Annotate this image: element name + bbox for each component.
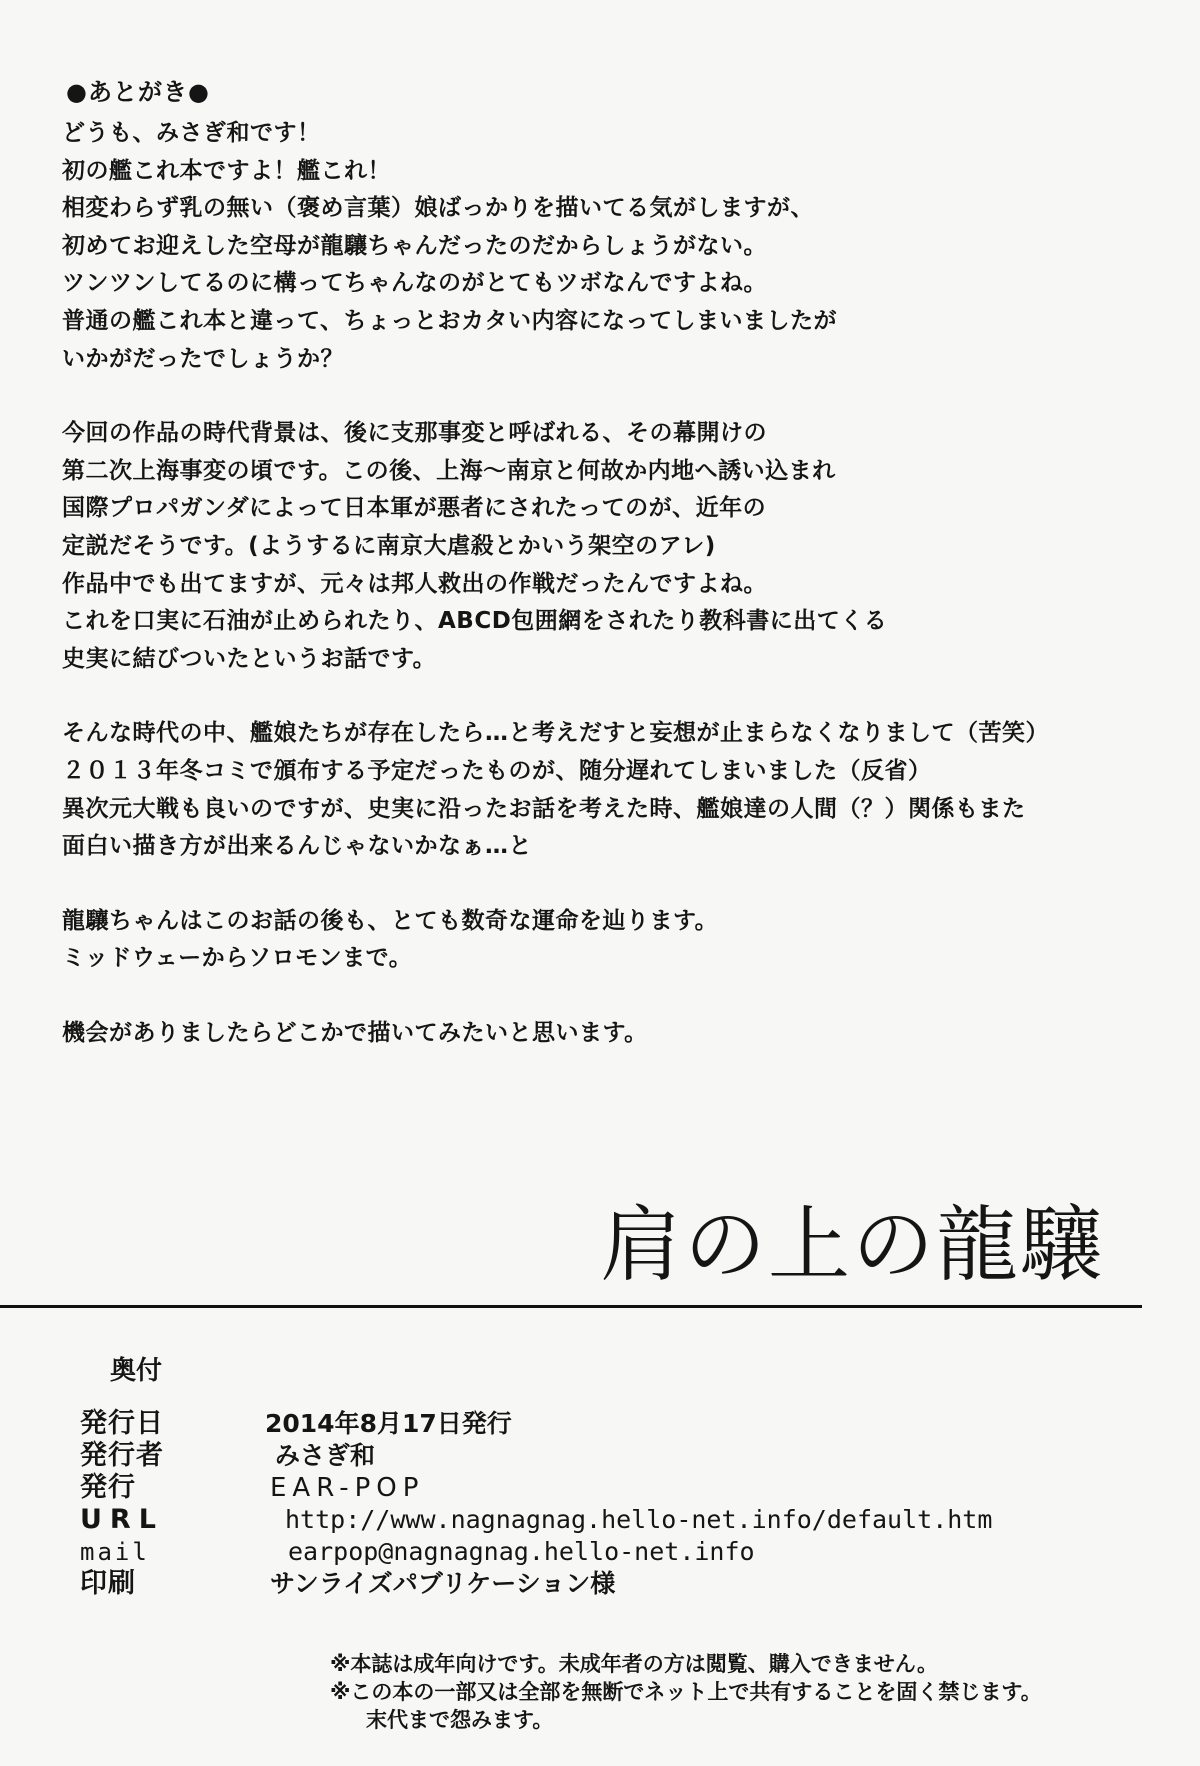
note-line: 末代まで怨みます。 [366, 1708, 554, 1732]
text-line: 今回の作品の時代背景は、後に支那事変と呼ばれる、その幕開けの [62, 420, 767, 447]
colophon-title: 奥付 [110, 1356, 163, 1386]
afterword-paragraph [62, 115, 1102, 378]
colophon-table [80, 1408, 1160, 1600]
colophon-row-circle [80, 1472, 1160, 1504]
text-line: 相変わらず乳の無い（褒め言葉）娘ばっかりを描いてる気がしますが、 [62, 195, 814, 222]
text-line: いかがだったでしょうか？ [62, 345, 344, 372]
text-line: 龍驤ちゃんはこのお話の後も、とても数奇な運命を辿ります。 [62, 907, 719, 934]
mail-value: earpop@nagnagnag.hello-net.info [288, 1537, 755, 1566]
publisher-label: 発行者 [80, 1440, 164, 1471]
text-line: これを口実に石油が止められたり、ABCD包囲網をされたり教科書に出てくる [62, 608, 888, 635]
url-value: http://www.nagnagnag.hello-net.info/default.htm [285, 1505, 993, 1534]
circle-label: 発行 [80, 1472, 136, 1503]
text-line: 初の艦これ本ですよ！艦これ！ [62, 157, 391, 184]
colophon-row-url [80, 1504, 1160, 1536]
text-line: 第二次上海事変の頃です。この後、上海～南京と何故か内地へ誘い込まれ [62, 457, 836, 484]
text-line: 作品中でも出てますが、元々は邦人救出の作戦だったんですよね。 [62, 570, 767, 597]
mail-label: mail [80, 1538, 150, 1566]
afterword-paragraph [62, 715, 1102, 865]
book-title: 肩の上の龍驤 [600, 1198, 1105, 1293]
note-line: ※この本の一部又は全部を無断でネット上で共有することを固く禁じます。 [330, 1680, 1042, 1704]
text-line: ツンツンしてるのに構ってちゃんなのがとてもツボなんですよね。 [62, 270, 767, 297]
text-line: 機会がありましたらどこかで描いてみたいと思います。 [62, 1019, 648, 1046]
text-line: どうも、みさぎ和です！ [62, 120, 321, 146]
divider [0, 1305, 1142, 1308]
afterword-paragraph [62, 415, 1102, 678]
print-label: 印刷 [80, 1568, 136, 1599]
text-line: 普通の艦これ本と違って、ちょっとおカタい内容になってしまいましたが [62, 307, 838, 334]
circle-value: EAR-POP [270, 1473, 425, 1503]
afterword-paragraph [62, 1015, 1102, 1053]
text-line: 初めてお迎えした空母が龍驤ちゃんだったのだからしょうがない。 [62, 232, 767, 259]
publisher-value: みさぎ和 [275, 1441, 376, 1470]
text-line: 史実に結びついたというお話です。 [62, 645, 437, 672]
text-line: ミッドウェーからソロモンまで。 [62, 945, 413, 972]
colophon-row-publisher [80, 1440, 1160, 1472]
text-line: 国際プロパガンダによって日本軍が悪者にされたってのが、近年の [62, 495, 767, 522]
afterword-heading: ●あとがき● [66, 78, 210, 106]
date-label: 発行日 [80, 1408, 164, 1439]
colophon-row-mail [80, 1536, 1160, 1568]
afterword-body [62, 115, 1102, 1089]
url-label: URL [80, 1504, 164, 1535]
text-line: 定説だそうです。(ようするに南京大虐殺とかいう架空のアレ) [62, 532, 716, 559]
print-value: サンライズパブリケーション様 [270, 1569, 616, 1598]
text-line: 異次元大戦も良いのですが、史実に沿ったお話を考えた時、艦娘達の人間（？）関係もまた [62, 795, 1026, 822]
note-line: ※本誌は成年向けです。未成年者の方は閲覧、購入できません。 [330, 1652, 938, 1676]
colophon-row-print [80, 1568, 1160, 1600]
text-line: ２０１３年冬コミで頒布する予定だったものが、随分遅れてしまいました（反省） [62, 757, 932, 784]
text-line: そんな時代の中、艦娘たちが存在したら…と考えだすと妄想が止まらなくなりまして（苦笑） [62, 720, 1049, 747]
legal-notes [330, 1650, 1130, 1734]
colophon-row-date [80, 1408, 1160, 1440]
date-value: 2014年8月17日発行 [265, 1409, 512, 1438]
text-line: 面白い描き方が出来るんじゃないかなぁ…と [62, 833, 532, 860]
afterword-paragraph [62, 903, 1102, 978]
